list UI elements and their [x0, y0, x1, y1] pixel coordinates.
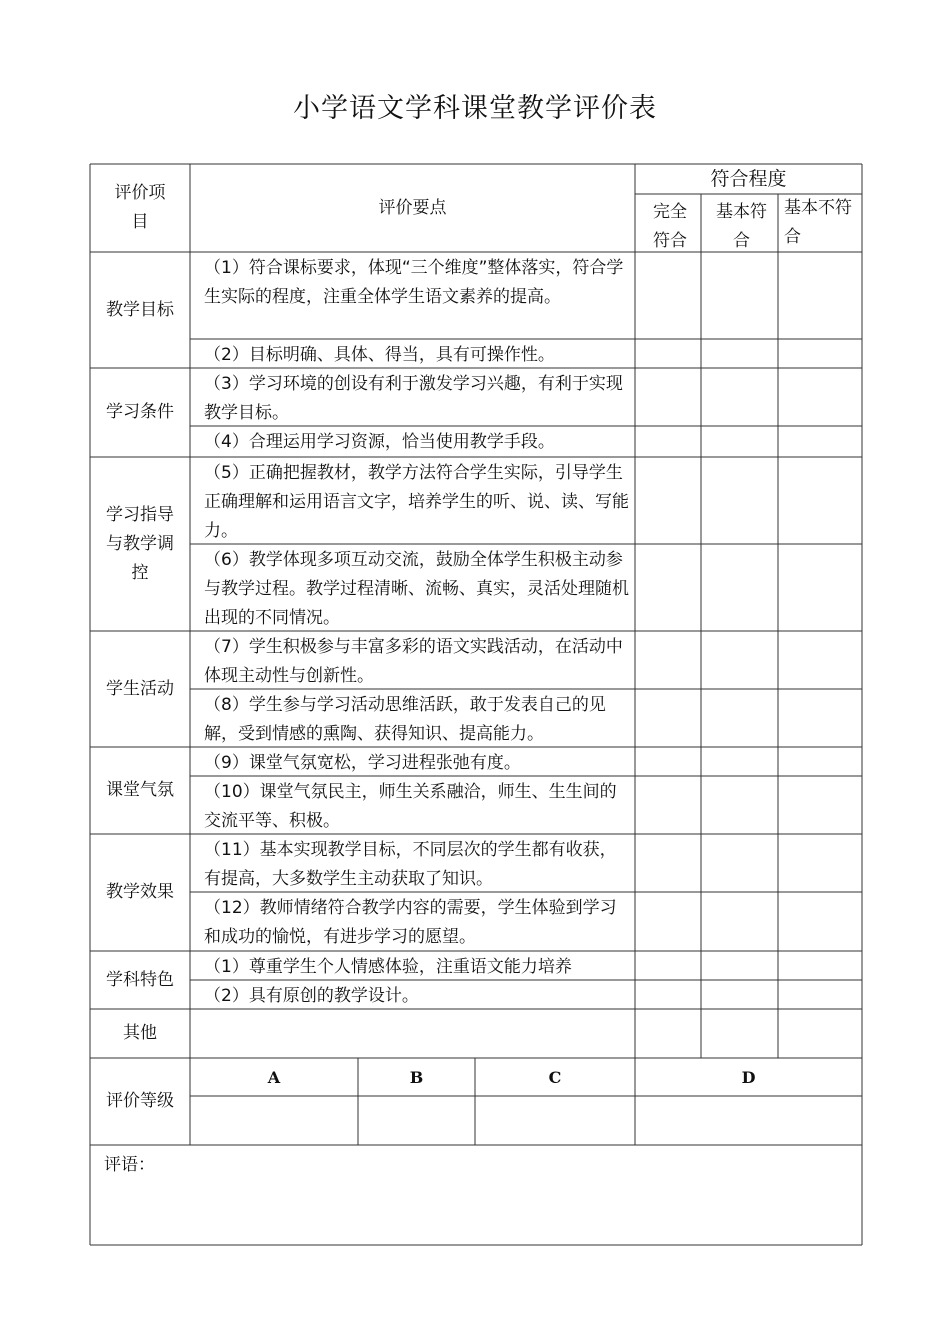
evaluation-point: （9）课堂气氛宽松，学习进程张弛有度。 — [204, 753, 521, 773]
rating-not-cell[interactable] — [778, 747, 862, 776]
rating-not-cell[interactable] — [778, 457, 862, 544]
header-points: 评价要点 — [378, 197, 447, 218]
rating-not-cell[interactable] — [778, 980, 862, 1009]
evaluation-point: （11）基本实现教学目标，不同层次的学生都有收获，有提高，大多数学生主动获取了知识。 — [204, 840, 617, 889]
rating-full-cell[interactable] — [635, 951, 701, 980]
rating-not-cell[interactable] — [778, 339, 862, 368]
category-name: 教学目标 — [106, 299, 174, 320]
rating-not-cell[interactable] — [778, 1009, 862, 1058]
rating-not-cell[interactable] — [778, 631, 862, 689]
rating-full-cell[interactable] — [635, 776, 701, 834]
rating-full-cell[interactable] — [635, 747, 701, 776]
evaluation-point: （1）符合课标要求，体现“三个维度”整体落实，符合学生实际的程度，注重全体学生语文素养的提高。 — [204, 258, 624, 307]
other-content-cell[interactable] — [190, 1009, 635, 1058]
category-name: 学习指导与教学调控 — [106, 504, 174, 583]
evaluation-point: （8）学生参与学习活动思维活跃，敢于发表自己的见解，受到情感的熏陶、获得知识、提高能力。 — [204, 695, 606, 744]
rating-basic-cell[interactable] — [701, 457, 778, 544]
rating-not-cell[interactable] — [778, 544, 862, 631]
category-name: 学科特色 — [106, 969, 174, 990]
evaluation-point: （10）课堂气氛民主，师生关系融洽，师生、生生间的交流平等、积极。 — [204, 782, 617, 831]
rating-not-cell[interactable] — [778, 689, 862, 747]
rating-not-cell[interactable] — [778, 834, 862, 892]
rating-full-cell[interactable] — [635, 368, 701, 426]
rating-basic-cell[interactable] — [701, 252, 778, 339]
rating-full-cell[interactable] — [635, 457, 701, 544]
category-name: 学生活动 — [106, 678, 174, 699]
grade-input-cell[interactable] — [475, 1096, 635, 1145]
evaluation-point: （3）学习环境的创设有利于激发学习兴趣，有利于实现教学目标。 — [204, 374, 623, 423]
grade-input-cell[interactable] — [190, 1096, 358, 1145]
rating-not-cell[interactable] — [778, 252, 862, 339]
rating-basic-cell[interactable] — [701, 776, 778, 834]
grade-input-cell[interactable] — [635, 1096, 862, 1145]
rating-basic-cell[interactable] — [701, 892, 778, 951]
rating-basic-cell[interactable] — [701, 339, 778, 368]
rating-full-cell[interactable] — [635, 426, 701, 457]
header-degree-col: 基本符合 — [716, 202, 767, 251]
rating-full-cell[interactable] — [635, 834, 701, 892]
category-name: 课堂气氛 — [106, 780, 174, 800]
rating-full-cell[interactable] — [635, 892, 701, 951]
header-degree: 符合程度 — [710, 167, 787, 190]
grade-input-cell[interactable] — [358, 1096, 475, 1145]
rating-basic-cell[interactable] — [701, 689, 778, 747]
evaluation-point: （2）具有原创的教学设计。 — [204, 986, 419, 1006]
rating-basic-cell[interactable] — [701, 834, 778, 892]
rating-not-cell[interactable] — [778, 776, 862, 834]
grade-label: 评价等级 — [106, 1091, 174, 1111]
rating-full-cell[interactable] — [635, 544, 701, 631]
rating-full-cell[interactable] — [635, 252, 701, 339]
category-name: 学习条件 — [106, 402, 174, 422]
category-name: 教学效果 — [106, 882, 174, 902]
rating-basic-cell[interactable] — [701, 631, 778, 689]
evaluation-point: （6）教学体现多项互动交流，鼓励全体学生积极主动参与教学过程。教学过程清晰、流畅、真实，灵活处理随机出现的不同情况。 — [204, 550, 629, 628]
rating-not-cell[interactable] — [778, 368, 862, 426]
page-title: 小学语文学科课堂教学评价表 — [293, 93, 657, 124]
header-degree-col: 基本不符合 — [784, 198, 852, 247]
evaluation-point: （7）学生积极参与丰富多彩的语文实践活动，在活动中体现主动性与创新性。 — [204, 637, 623, 686]
rating-basic-cell[interactable] — [701, 426, 778, 457]
rating-not-cell[interactable] — [778, 951, 862, 980]
rating-full-cell[interactable] — [635, 1009, 701, 1058]
rating-not-cell[interactable] — [778, 892, 862, 951]
evaluation-point: （4）合理运用学习资源，恰当使用教学手段。 — [204, 432, 555, 452]
remarks-label: 评语： — [104, 1155, 155, 1175]
rating-basic-cell[interactable] — [701, 951, 778, 980]
rating-basic-cell[interactable] — [701, 544, 778, 631]
rating-full-cell[interactable] — [635, 689, 701, 747]
rating-basic-cell[interactable] — [701, 368, 778, 426]
rating-not-cell[interactable] — [778, 426, 862, 457]
other-label: 其他 — [123, 1023, 157, 1043]
evaluation-point: （2）目标明确、具体、得当，具有可操作性。 — [204, 345, 555, 365]
rating-full-cell[interactable] — [635, 631, 701, 689]
rating-basic-cell[interactable] — [701, 980, 778, 1009]
rating-full-cell[interactable] — [635, 980, 701, 1009]
rating-full-cell[interactable] — [635, 339, 701, 368]
evaluation-point: （5）正确把握教材，教学方法符合学生实际，引导学生正确理解和运用语言文字，培养学生的听、说、读、写能力。 — [204, 463, 629, 541]
grade-level-d: D — [741, 1067, 756, 1087]
grade-level-c: C — [548, 1067, 562, 1087]
grade-level-a: A — [267, 1067, 281, 1087]
grade-level-b: B — [409, 1067, 424, 1087]
rating-basic-cell[interactable] — [701, 747, 778, 776]
header-degree-col: 完全符合 — [653, 202, 687, 251]
evaluation-point: （1）尊重学生个人情感体验，注重语文能力培养 — [204, 957, 572, 977]
header-item: 评价项目 — [114, 183, 166, 232]
evaluation-point: （12）教师情绪符合教学内容的需要，学生体验到学习和成功的愉悦，有进步学习的愿望。 — [204, 898, 617, 947]
rating-basic-cell[interactable] — [701, 1009, 778, 1058]
